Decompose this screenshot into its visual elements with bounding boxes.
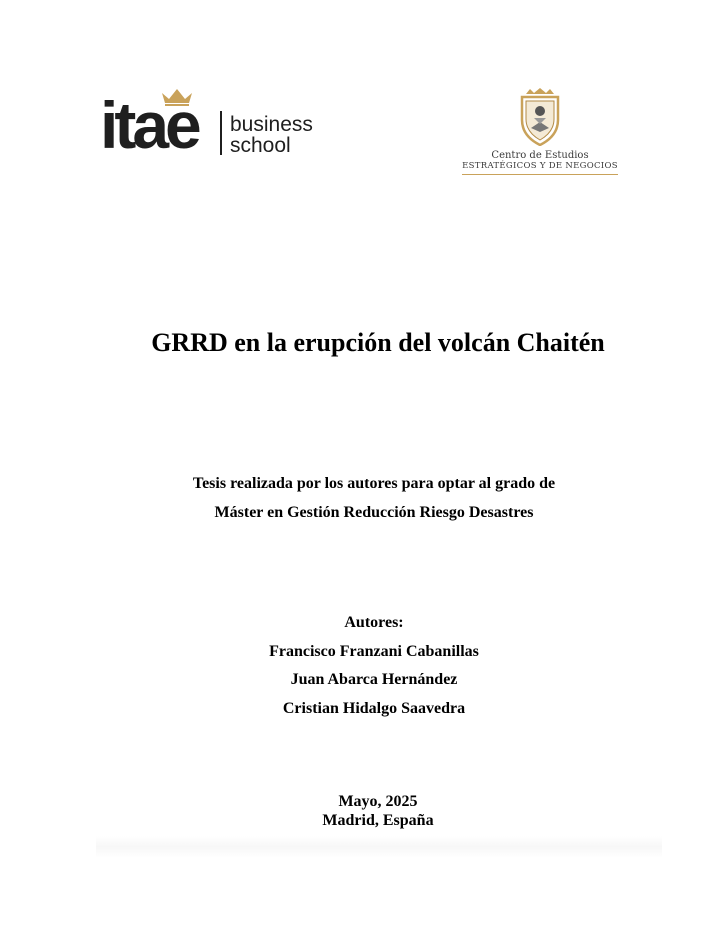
itae-subtitle-line2: school [230, 134, 291, 157]
itae-subtitle-line1: business [230, 113, 313, 136]
thesis-line-2: Máster en Gestión Reducción Riesgo Desastres [214, 504, 534, 521]
author-name: Francisco Franzani Cabanillas [269, 642, 479, 660]
itae-wordmark: itae [100, 88, 198, 162]
author-name: Juan Abarca Hernández [290, 671, 458, 688]
page-artifact-band [96, 836, 662, 858]
itae-subtitle [230, 114, 313, 156]
date-place-block [0, 792, 726, 830]
document-title: GRRD en la erupción del volcán Chaitén [151, 328, 605, 357]
centro-underline [462, 174, 618, 175]
document-place: Madrid, España [322, 812, 434, 829]
itae-business-school-logo [100, 86, 330, 160]
centro-name-line2: ESTRATÉGICOS Y DE NEGOCIOS [462, 161, 618, 171]
authors-block [0, 609, 726, 723]
centro-estudios-logo [456, 88, 624, 180]
document-date: Mayo, 2025 [338, 793, 418, 810]
centro-name-line1: Centro de Estudios [491, 150, 589, 161]
thesis-statement [0, 469, 726, 527]
logo-divider [220, 111, 222, 155]
thesis-line-1: Tesis realizada por los autores para optar al grado de [192, 475, 556, 492]
authors-heading: Autores: [344, 614, 404, 631]
shield-crest-icon [516, 88, 564, 146]
author-name: Cristian Hidalgo Saavedra [282, 699, 466, 717]
